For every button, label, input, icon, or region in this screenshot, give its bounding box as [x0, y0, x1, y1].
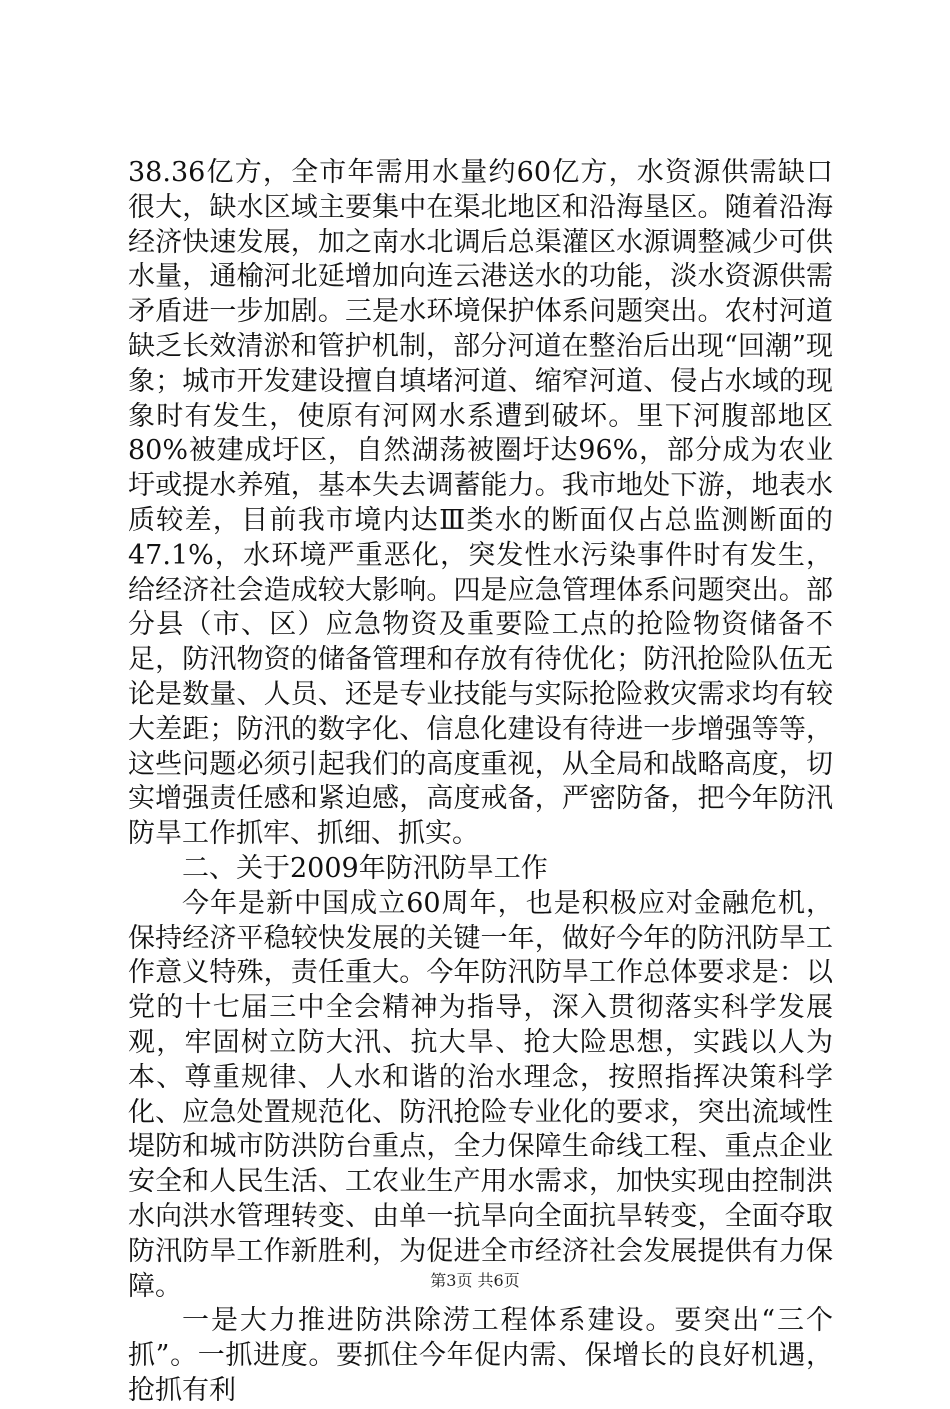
paragraph-3: 今年是新中国成立60周年，也是积极应对金融危机，保持经济平稳较快发展的关键一年，做好今年的防汛防旱工作意义特殊，责任重大。今年防汛防旱工作总体要求是：以党的十七届三中全会精神为指导，深入贯彻落实科学发展观，牢固树立防大汛、抗大旱、抢大险思想，实践以人为本、尊重规律、人水和谐的治水理念，按照指挥决策科学化、应急处置规范化、防汛抢险专业化的要求，突出流域性堤防和城市防洪防台重点，全力保障生命线工程、重点企业安全和人民生活、工农业生产用水需求，加快实现由控制洪水向洪水管理转变、由单一抗旱向全面抗旱转变，全面夺取防汛防旱工作新胜利，为促进全市经济社会发展提供有力保障。: [128, 887, 833, 1302]
section-heading: 二、关于2009年防汛防旱工作: [182, 852, 548, 884]
paragraph-1: 38.36亿方，全市年需用水量约60亿方，水资源供需缺口很大，缺水区域主要集中在渠北地区和沿海垦区。随着沿海经济快速发展，加之南水北调后总渠灌区水源调整减少可供水量，通榆河北延增加向连云港送水的功能，淡水资源供需矛盾进一步加剧。三是水环境保护体系问题突出。农村河道缺乏长效清淤和管护机制，部分河道在整治后出现“回潮”现象；城市开发建设擅自填堵河道、缩窄河道、侵占水域的现象时有发生，使原有河网水系遭到破坏。里下河腹部地区80%被建成圩区，自然湖荡被圈圩达96%，部分成为农业圩或提水养殖，基本失去调蓄能力。我市地处下游，地表水质较差，目前我市境内达Ⅲ类水的断面仅占总监测断面的47.1%，水环境严重恶化，突发性水污染事件时有发生，给经济社会造成较大影响。四是应急管理体系问题突出。部分县（市、区）应急物资及重要险工点的抢险物资储备不足，防汛物资的储备管理和存放有待优化；防汛抢险队伍无论是数量、人员、还是专业技能与实际抢险救灾需求均有较大差距；防汛的数字化、信息化建设有待进一步增强等等，这些问题必须引起我们的高度重视，从全局和战略高度，切实增强责任感和紧迫感，高度戒备，严密防备，把今年防汛防旱工作抓牢、抓细、抓实。: [128, 157, 833, 850]
paragraph-4: 一是大力推进防洪除涝工程体系建设。要突出“三个抓”。一抓进度。要抓住今年促内需、保增长的良好机遇，抢抓有利: [128, 1305, 833, 1406]
page-footer: 第3页 共6页: [430, 1271, 520, 1290]
body-text: [128, 156, 833, 1409]
